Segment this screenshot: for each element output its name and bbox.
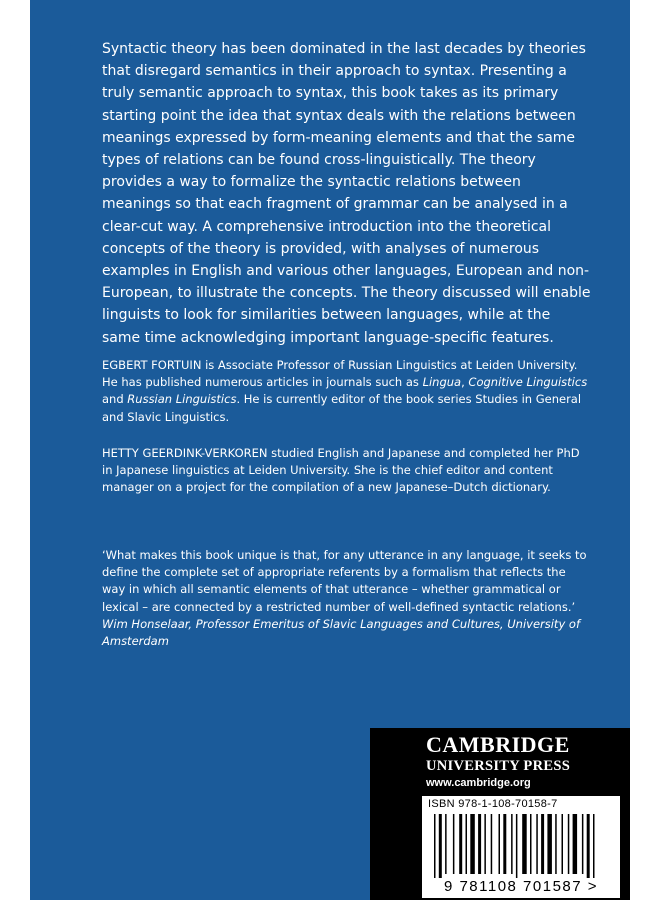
bio-fortuin-sep2: and <box>102 392 128 407</box>
barcode-bar <box>530 814 532 874</box>
barcode-bar <box>484 814 486 874</box>
barcode-bar <box>478 814 481 874</box>
barcode-bar <box>541 814 544 874</box>
blurb-text: Syntactic theory has been dominated in the last decades by theories that disregard semantics in their approach to syntax. Presenting a truly semantic approach to syntax, this book takes as its primary starting point the idea that syntax deals with the relations between meanings expressed by form-meaning elements and that the same types of relations can be found cross-linguistically. The theory provides a way to formalize the syntactic relations between meanings so that each fragment of grammar can be analysed in a clear-cut way. A comprehensive introduction into the theoretical concepts of the theory is provided, with analyses of numerous examples in English and various other languages, European and non-European, to illustrate the concepts. The theory discussed will enable linguists to look for similarities between languages, while at the same time acknowledging important language-specific features. <box>102 41 591 346</box>
barcode-bar <box>582 814 584 874</box>
publisher-url: www.cambridge.org <box>426 777 531 789</box>
barcode-bar <box>568 814 570 874</box>
barcode-bar <box>593 814 595 878</box>
barcode-bar <box>516 814 518 878</box>
barcode-bar <box>587 814 590 878</box>
bio-geerdink-text: HETTY GEERDINK-VERKOREN studied English and Japanese and completed her PhD in Japanese linguistics at Leiden University. She is the chief editor and content manager on a project for the compilation of a new Japanese–Dutch dictionary. <box>102 446 580 495</box>
barcode-bar <box>573 814 578 874</box>
barcode-bar <box>562 814 564 874</box>
quote-text: ‘What makes this book unique is that, for any utterance in any language, it seeks to define the complete set of appropriate referents by a formalism that reflects the way in which all semantic elements of that utterance – whether grammatical or lexical – are connected by a restricted number of well-defined syntactic relations.’ <box>102 548 587 614</box>
bio-fortuin-text <box>102 357 592 426</box>
barcode-bar <box>434 814 436 878</box>
barcode-box <box>422 796 620 898</box>
barcode-bar <box>459 814 462 874</box>
bio-fortuin-part2: . He is currently editor of the book series Studies in General and Slavic Linguistics. <box>102 392 582 424</box>
barcode-bar <box>470 814 475 874</box>
barcode-bar <box>439 814 442 878</box>
barcode-bar <box>536 814 538 874</box>
barcode-bar <box>555 814 557 874</box>
journal-cognitive-linguistics: Cognitive Linguistics <box>468 375 588 390</box>
publisher-block <box>370 728 630 900</box>
author-bio-geerdink <box>102 445 592 497</box>
isbn-label: ISBN 978-1-108-70158-7 <box>428 798 558 810</box>
journal-lingua: Lingua <box>422 375 462 390</box>
barcode-bar <box>503 814 506 874</box>
quote-attribution: Wim Honselaar, Professor Emeritus of Slavic Languages and Cultures, University of Amsterdam <box>102 616 580 649</box>
bio-fortuin-part1: EGBERT FORTUIN is Associate Professor of Russian Linguistics at Leiden University. He has published numerous articles in journals such as <box>102 358 578 390</box>
barcode-bar <box>522 814 527 874</box>
author-bio-fortuin <box>102 357 592 426</box>
endorsement-quote <box>102 547 592 650</box>
publisher-subtitle: UNIVERSITY PRESS <box>426 758 571 774</box>
barcode-bar <box>547 814 552 874</box>
barcode-bar <box>511 814 512 874</box>
barcode-bar <box>466 814 468 874</box>
barcode-bar <box>491 814 493 874</box>
book-blurb <box>102 38 592 349</box>
barcode-icon <box>426 814 616 878</box>
journal-russian-linguistics: Russian Linguistics <box>127 392 237 407</box>
publisher-name: CAMBRIDGE <box>426 732 570 757</box>
barcode-digits: 9 781108 701587 > <box>443 878 599 895</box>
barcode-bar <box>499 814 501 874</box>
bio-fortuin-sep1: , <box>461 375 469 390</box>
barcode-bar <box>445 814 447 874</box>
barcode-bar <box>453 814 455 874</box>
